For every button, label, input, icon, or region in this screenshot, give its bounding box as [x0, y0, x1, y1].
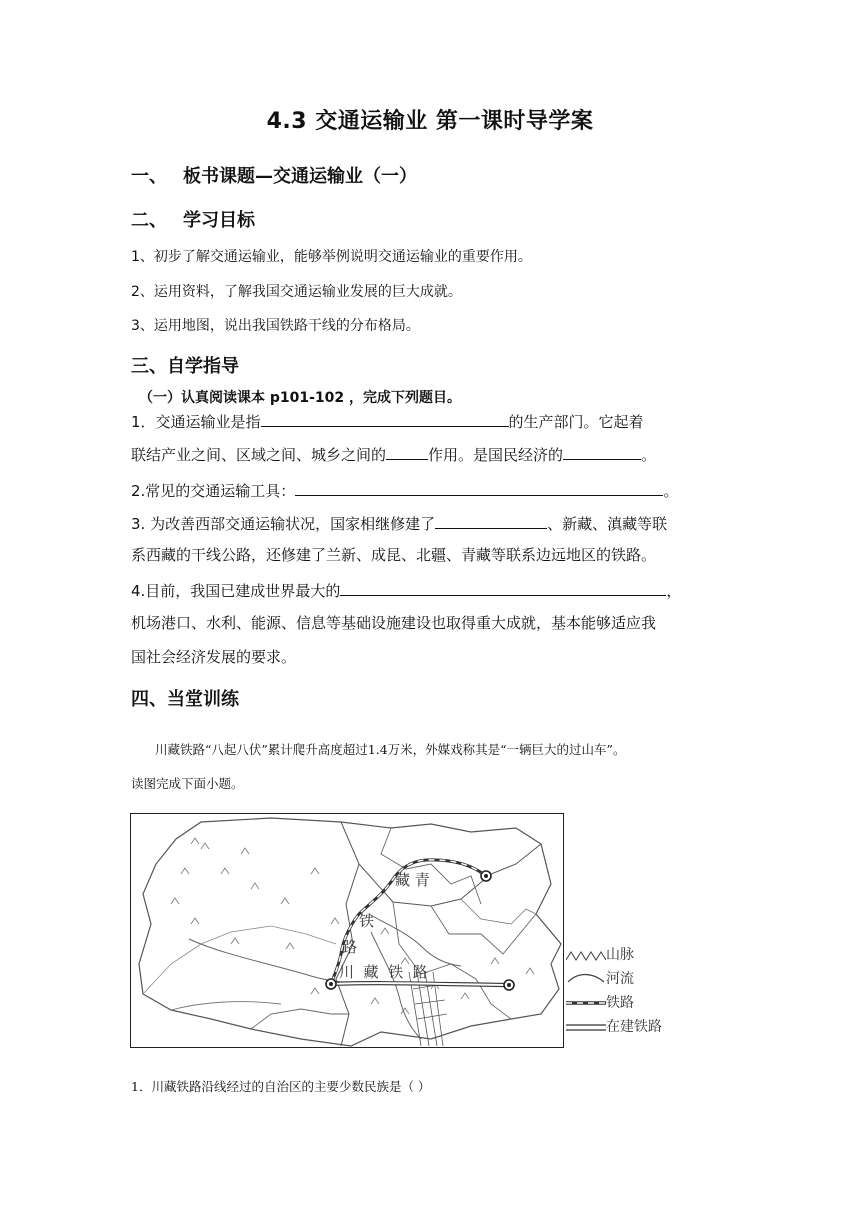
practice-instruction: 读图完成下面小题。 [131, 776, 244, 791]
legend-label: 山脉 [606, 947, 634, 963]
question-text: ， [666, 582, 682, 600]
section-number: 一、 [131, 166, 167, 187]
map-label-chuanzang-railway: 川 藏 铁 路 [339, 963, 428, 981]
answer-blank[interactable] [340, 579, 666, 596]
question-4-line-1 [131, 579, 731, 601]
legend-railway-under-construction [566, 1016, 662, 1036]
section-heading-4: 四、当堂训练 [131, 689, 239, 710]
question-4-line-2: 机场港口、水利、能源、信息等基础设施建设也取得重大成就，基本能够适应我 [131, 614, 657, 632]
objective-item: 1、初步了解交通运输业，能够举例说明交通运输业的重要作用。 [131, 249, 532, 265]
section-heading-1 [131, 162, 417, 188]
legend-river [566, 968, 634, 988]
section-heading-2 [131, 206, 255, 232]
under-construction-railway-icon [566, 1020, 606, 1034]
page-title: 4.3 交通运输业 第一课时导学案 [266, 109, 594, 134]
legend-mountain [566, 944, 634, 964]
map-label-lu: 路 [342, 938, 358, 956]
map-label-tie: 铁 [359, 912, 375, 930]
question-text: 3. 为改善西部交通运输状况，国家相继修建了 [131, 515, 436, 533]
question-2 [131, 479, 731, 501]
practice-intro: 川藏铁路“八起八伏”累计爬升高度超过1.4万米，外媒戏称其是“一辆巨大的过山车”。 [155, 742, 626, 757]
answer-blank[interactable] [386, 443, 428, 460]
question-text: 。 [663, 482, 679, 500]
practice-question-1: 1．川藏铁路沿线经过的自治区的主要少数民族是（ ） [131, 1079, 431, 1094]
answer-blank[interactable] [261, 410, 509, 427]
section-number: 二、 [131, 210, 167, 231]
question-text: 1．交通运输业是指 [131, 413, 261, 431]
section-label: 板书课题—交通运输业（一） [183, 166, 417, 187]
question-text: 2.常见的交通运输工具： [131, 482, 296, 500]
railway-icon [566, 996, 606, 1010]
mountain-icon [566, 948, 606, 962]
reading-instruction: （一）认真阅读课本 p101-102 ，完成下列题目。 [139, 390, 462, 406]
railway-map [130, 813, 564, 1048]
legend-label: 在建铁路 [606, 1019, 662, 1035]
question-text: 联结产业之间、区域之间、城乡之间的 [131, 446, 387, 464]
objective-item: 3、运用地图，说出我国铁路干线的分布格局。 [131, 318, 420, 334]
answer-blank[interactable] [295, 479, 663, 496]
answer-blank[interactable] [435, 512, 547, 529]
question-3-line-1 [131, 512, 731, 534]
question-text: 的生产部门。它起着 [508, 413, 644, 431]
question-text: 。 [641, 446, 657, 464]
river-icon [566, 972, 606, 986]
map-drawing [131, 814, 563, 1047]
legend-label: 河流 [606, 971, 634, 987]
question-text: 、新藏、滇藏等联 [547, 515, 668, 533]
question-1-line-2 [131, 443, 731, 465]
legend-label: 铁路 [606, 995, 634, 1011]
section-heading-3: 三、自学指导 [131, 356, 239, 377]
legend-railway [566, 992, 634, 1012]
question-1-line-1 [131, 410, 731, 432]
question-text: 4.目前，我国已建成世界最大的 [131, 582, 341, 600]
question-text: 作用。是国民经济的 [428, 446, 564, 464]
question-3-line-2: 系西藏的干线公路，还修建了兰新、成昆、北疆、青藏等联系边远地区的铁路。 [131, 546, 657, 564]
answer-blank[interactable] [563, 443, 641, 460]
map-label-qingzang: 藏 青 [395, 871, 430, 889]
objective-item: 2、运用资料，了解我国交通运输业发展的巨大成就。 [131, 284, 462, 300]
section-label: 学习目标 [183, 210, 255, 231]
question-4-line-3: 国社会经济发展的要求。 [131, 648, 297, 666]
